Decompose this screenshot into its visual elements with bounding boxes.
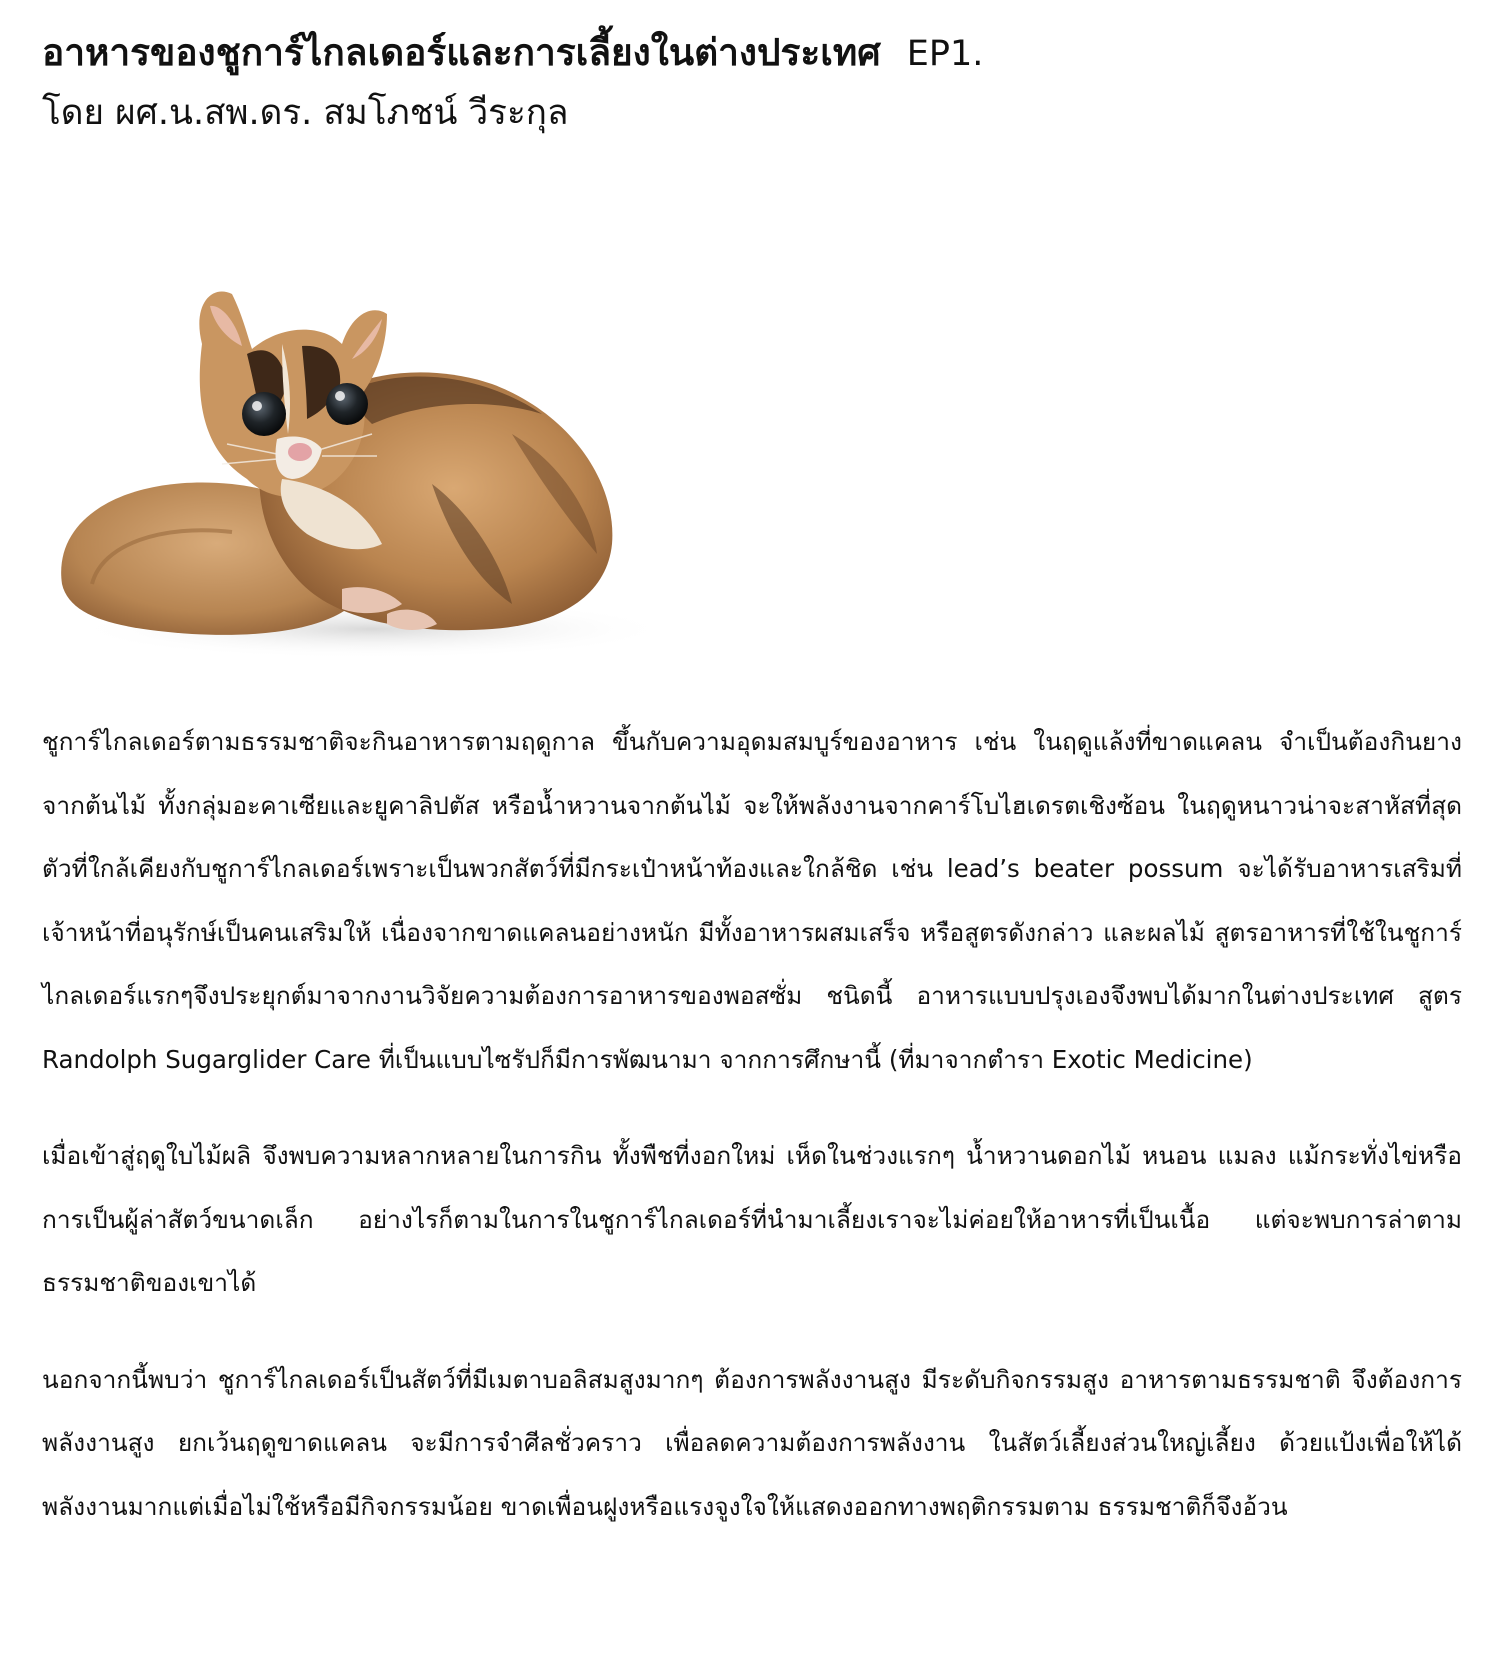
article-title	[42, 22, 1462, 85]
article-body	[42, 710, 1462, 1571]
article-byline: โดย ผศ.น.สพ.ดร. สมโภชน์ วีระกุล	[42, 93, 569, 133]
paragraph-2: เมื่อเข้าสู่ฤดูใบไม้ผลิ จึงพบความหลากหลายในการกิน ทั้งพืชที่งอกใหม่ เห็ดในช่วงแรกๆ น้ำหวานดอกไม้ หนอน แมลง แม้กระทั่งไข่หรือการเป็นผู้ล่าสัตว์ขนาดเล็ก อย่างไรก็ตามในการในชูการ์ไกลเดอร์ที่นำมาเลี้ยงเราจะไม่ค่อยให้อาหารที่เป็นเนื้อ แต่จะพบการล่าตามธรรมชาติของเขาได้	[42, 1141, 1462, 1297]
paragraph-1: ชูการ์ไกลเดอร์ตามธรรมชาติจะกินอาหารตามฤดูกาล ขึ้นกับความอุดมสมบูร์ของอาหาร เช่น ในฤดูแล้งที่ขาดแคลน จำเป็นต้องกินยางจากต้นไม้ ทั้งกลุ่มอะคาเซียและยูคาลิปตัส หรือน้ำหวานจากต้นไม้ จะให้พลังงานจากคาร์โบไฮเดรตเชิงซ้อน ในฤดูหนาวน่าจะสาหัสที่สุด ตัวที่ใกล้เคียงกับชูการ์ไกลเดอร์เพราะเป็นพวกสัตว์ที่มีกระเป๋าหน้าท้องและใกล้ชิด เช่น lead’s beater possum จะได้รับอาหารเสริมที่เจ้าหน้าที่อนุรักษ์เป็นคนเสริมให้ เนื่องจากขาดแคลนอย่างหนัก มีทั้งอาหารผสมเสร็จ หรือสูตรดังกล่าว และผลไม้ สูตรอาหารที่ใช้ในชูการ์ไกลเดอร์แรกๆจึงประยุกต์มาจากงานวิจัยความต้องการอาหารของพอสซั่ม ชนิดนี้ อาหารแบบปรุงเองจึงพบได้มากในต่างประเทศ สูตร Randolph Sugarglider Care ที่เป็นแบบไซรัปก็มีการพัฒนามา จากการศึกษานี้ (ที่มาจากตำรา Exotic Medicine)	[42, 727, 1462, 1074]
article-episode: EP1.	[906, 34, 984, 74]
paragraph-3: นอกจากนี้พบว่า ชูการ์ไกลเดอร์เป็นสัตว์ที่มีเมตาบอลิสมสูงมากๆ ต้องการพลังงานสูง มีระดับกิจกรรมสูง อาหารตามธรรมชาติ จึงต้องการพลังงานสูง ยกเว้นฤดูขาดแคลน จะมีการจำศีลชั่วคราว เพื่อลดความต้องการพลังงาน ในสัตว์เลี้ยงส่วนใหญ่เลี้ยง ด้วยแป้งเพื่อให้ได้พลังงานมากแต่เมื่อไม่ใช้หรือมีกิจกรรมน้อย ขาดเพื่อนฝูงหรือแรงจูงใจให้แสดงออกทางพฤติกรรมตาม ธรรมชาติก็จึงอ้วน	[42, 1364, 1462, 1521]
sugar-glider-photo	[42, 284, 692, 694]
article-title-text: อาหารของชูการ์ไกลเดอร์และการเลี้ยงในต่างประเทศ	[42, 31, 881, 74]
article-page	[42, 22, 1462, 1521]
